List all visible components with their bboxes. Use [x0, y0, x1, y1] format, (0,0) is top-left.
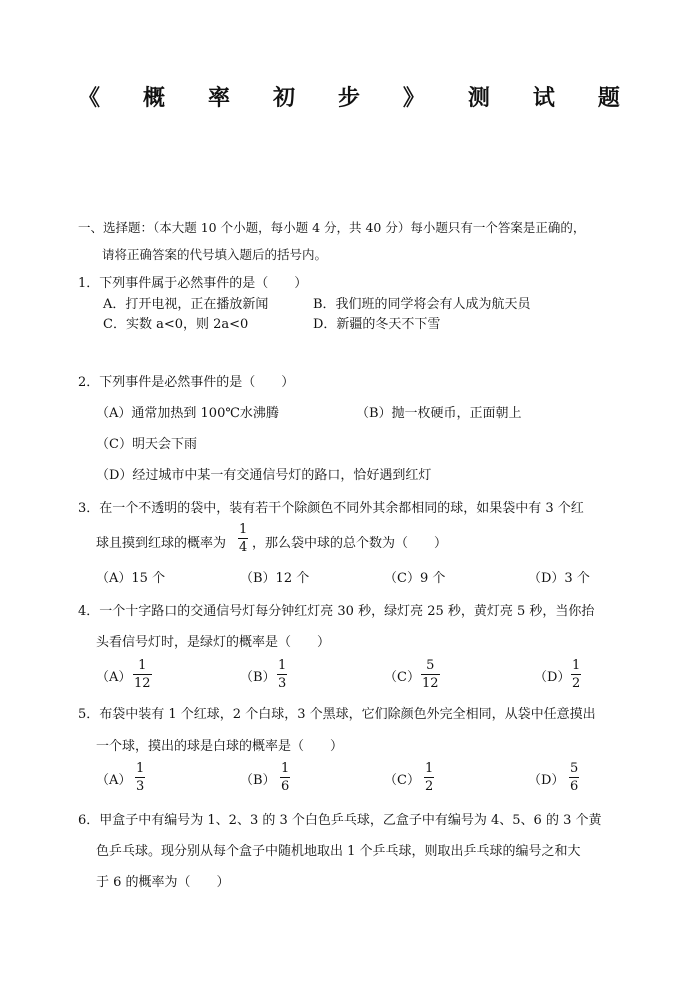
section-heading-line1: 一、选择题：（本大题 10 个小题，每小题 4 分，共 40 分）每小题只有一个答案是正确的，	[78, 220, 586, 235]
q4-option-d-fraction	[571, 659, 581, 690]
fraction-numerator: 1	[572, 658, 581, 673]
q6-line2: 色乒乓球。现分别从每个盒子中随机地取出 1 个乒乓球，则取出乒乓球的编号之和大	[96, 844, 581, 859]
fraction-numerator: 5	[570, 761, 579, 776]
q4-option-a-label: （A）	[96, 670, 132, 685]
title-char: 》	[402, 86, 425, 111]
q4-option-a-fraction	[133, 659, 152, 690]
q1-stem: 1．下列事件属于必然事件的是（ ）	[78, 276, 308, 291]
q2-stem: 2．下列事件是必然事件的是（ ）	[78, 375, 295, 390]
q4-option-c-fraction	[421, 659, 440, 690]
title-char: 率	[207, 86, 230, 111]
title-char: 测	[467, 86, 490, 111]
q4-line2: 头看信号灯时，是绿灯的概率是（ ）	[96, 635, 331, 650]
fraction-numerator: 1	[281, 761, 290, 776]
title-char: 《	[78, 86, 101, 111]
q6-line1: 6．甲盒子中有编号为 1、2、3 的 3 个白色乒乓球，乙盒子中有编号为 4、5、6 的 3 个黄	[78, 813, 602, 828]
fraction-numerator: 1	[278, 658, 287, 673]
title-char: 题	[597, 86, 620, 111]
q4-option-c-label: （C）	[384, 670, 420, 685]
q5-option-a-label: （A）	[96, 773, 132, 788]
fraction-numerator: 5	[426, 658, 435, 673]
fraction-denominator: 2	[425, 779, 434, 794]
q4-option-b-label: （B）	[240, 670, 276, 685]
q5-option-c-fraction	[424, 762, 434, 793]
q2-option-b: （B）抛一枚硬币，正面朝上	[356, 406, 522, 421]
section-heading-line2: 请将正确答案的代号填入题后的括号内。	[102, 247, 328, 262]
q4-line1: 4．一个十字路口的交通信号灯每分钟红灯亮 30 秒，绿灯亮 25 秒，黄灯亮 5 秒，当你抬	[78, 604, 595, 619]
q2-option-a: （A）通常加热到 100℃水沸腾	[96, 406, 279, 421]
q3-line2-pre: 球且摸到红球的概率为	[96, 536, 227, 551]
fraction-numerator: 1	[239, 522, 248, 537]
fraction-denominator: 3	[136, 779, 145, 794]
fraction-numerator: 1	[425, 761, 434, 776]
q5-option-b-label: （B）	[240, 773, 276, 788]
q5-option-d-label: （D）	[528, 773, 565, 788]
q3-option-d: （D）3 个	[528, 571, 590, 586]
q5-line2: 一个球，摸出的球是白球的概率是（ ）	[96, 739, 344, 754]
q3-option-c: （C）9 个	[384, 571, 446, 586]
q6-line3: 于 6 的概率为（ ）	[96, 875, 230, 890]
title-char: 概	[142, 86, 165, 111]
fraction-denominator: 6	[281, 779, 290, 794]
fraction-denominator: 6	[570, 779, 579, 794]
q4-option-b-fraction	[277, 659, 287, 690]
title-char: 试	[532, 86, 555, 111]
fraction-denominator: 3	[278, 676, 287, 691]
q3-line1: 3．在一个不透明的袋中，装有若干个除颜色不同外其余都相同的球，如果袋中有 3 个红	[78, 501, 584, 516]
q3-option-a: （A）15 个	[96, 571, 166, 586]
q2-option-c: （C）明天会下雨	[96, 437, 197, 452]
q4-option-d-label: （D）	[534, 670, 571, 685]
fraction-numerator: 1	[136, 761, 145, 776]
fraction-denominator: 12	[422, 676, 439, 691]
q5-option-c-label: （C）	[384, 773, 420, 788]
fraction-denominator: 4	[239, 540, 248, 555]
q1-option-b: B．我们班的同学将会有人成为航天员	[313, 297, 531, 312]
q1-option-a: A．打开电视，正在播放新闻	[103, 297, 269, 312]
q5-option-d-fraction	[569, 762, 579, 793]
q5-option-b-fraction	[280, 762, 290, 793]
title-char: 步	[337, 86, 360, 111]
q5-option-a-fraction	[135, 762, 145, 793]
q1-option-d: D．新疆的冬天不下雪	[313, 317, 441, 332]
q3-fraction	[238, 523, 248, 554]
fraction-numerator: 1	[138, 658, 147, 673]
q3-line2-post: ，那么袋中球的总个数为（ ）	[252, 536, 448, 551]
q3-option-b: （B）12 个	[240, 571, 310, 586]
title-char: 初	[272, 86, 295, 111]
q2-option-d: （D）经过城市中某一有交通信号灯的路口，恰好遇到红灯	[96, 468, 432, 483]
page-title	[78, 88, 620, 110]
q1-option-c: C．实数 a<0，则 2a<0	[103, 317, 249, 332]
fraction-denominator: 2	[572, 676, 581, 691]
q5-line1: 5．布袋中装有 1 个红球，2 个白球，3 个黑球，它们除颜色外完全相同，从袋中任意摸出	[78, 707, 596, 722]
fraction-denominator: 12	[134, 676, 151, 691]
